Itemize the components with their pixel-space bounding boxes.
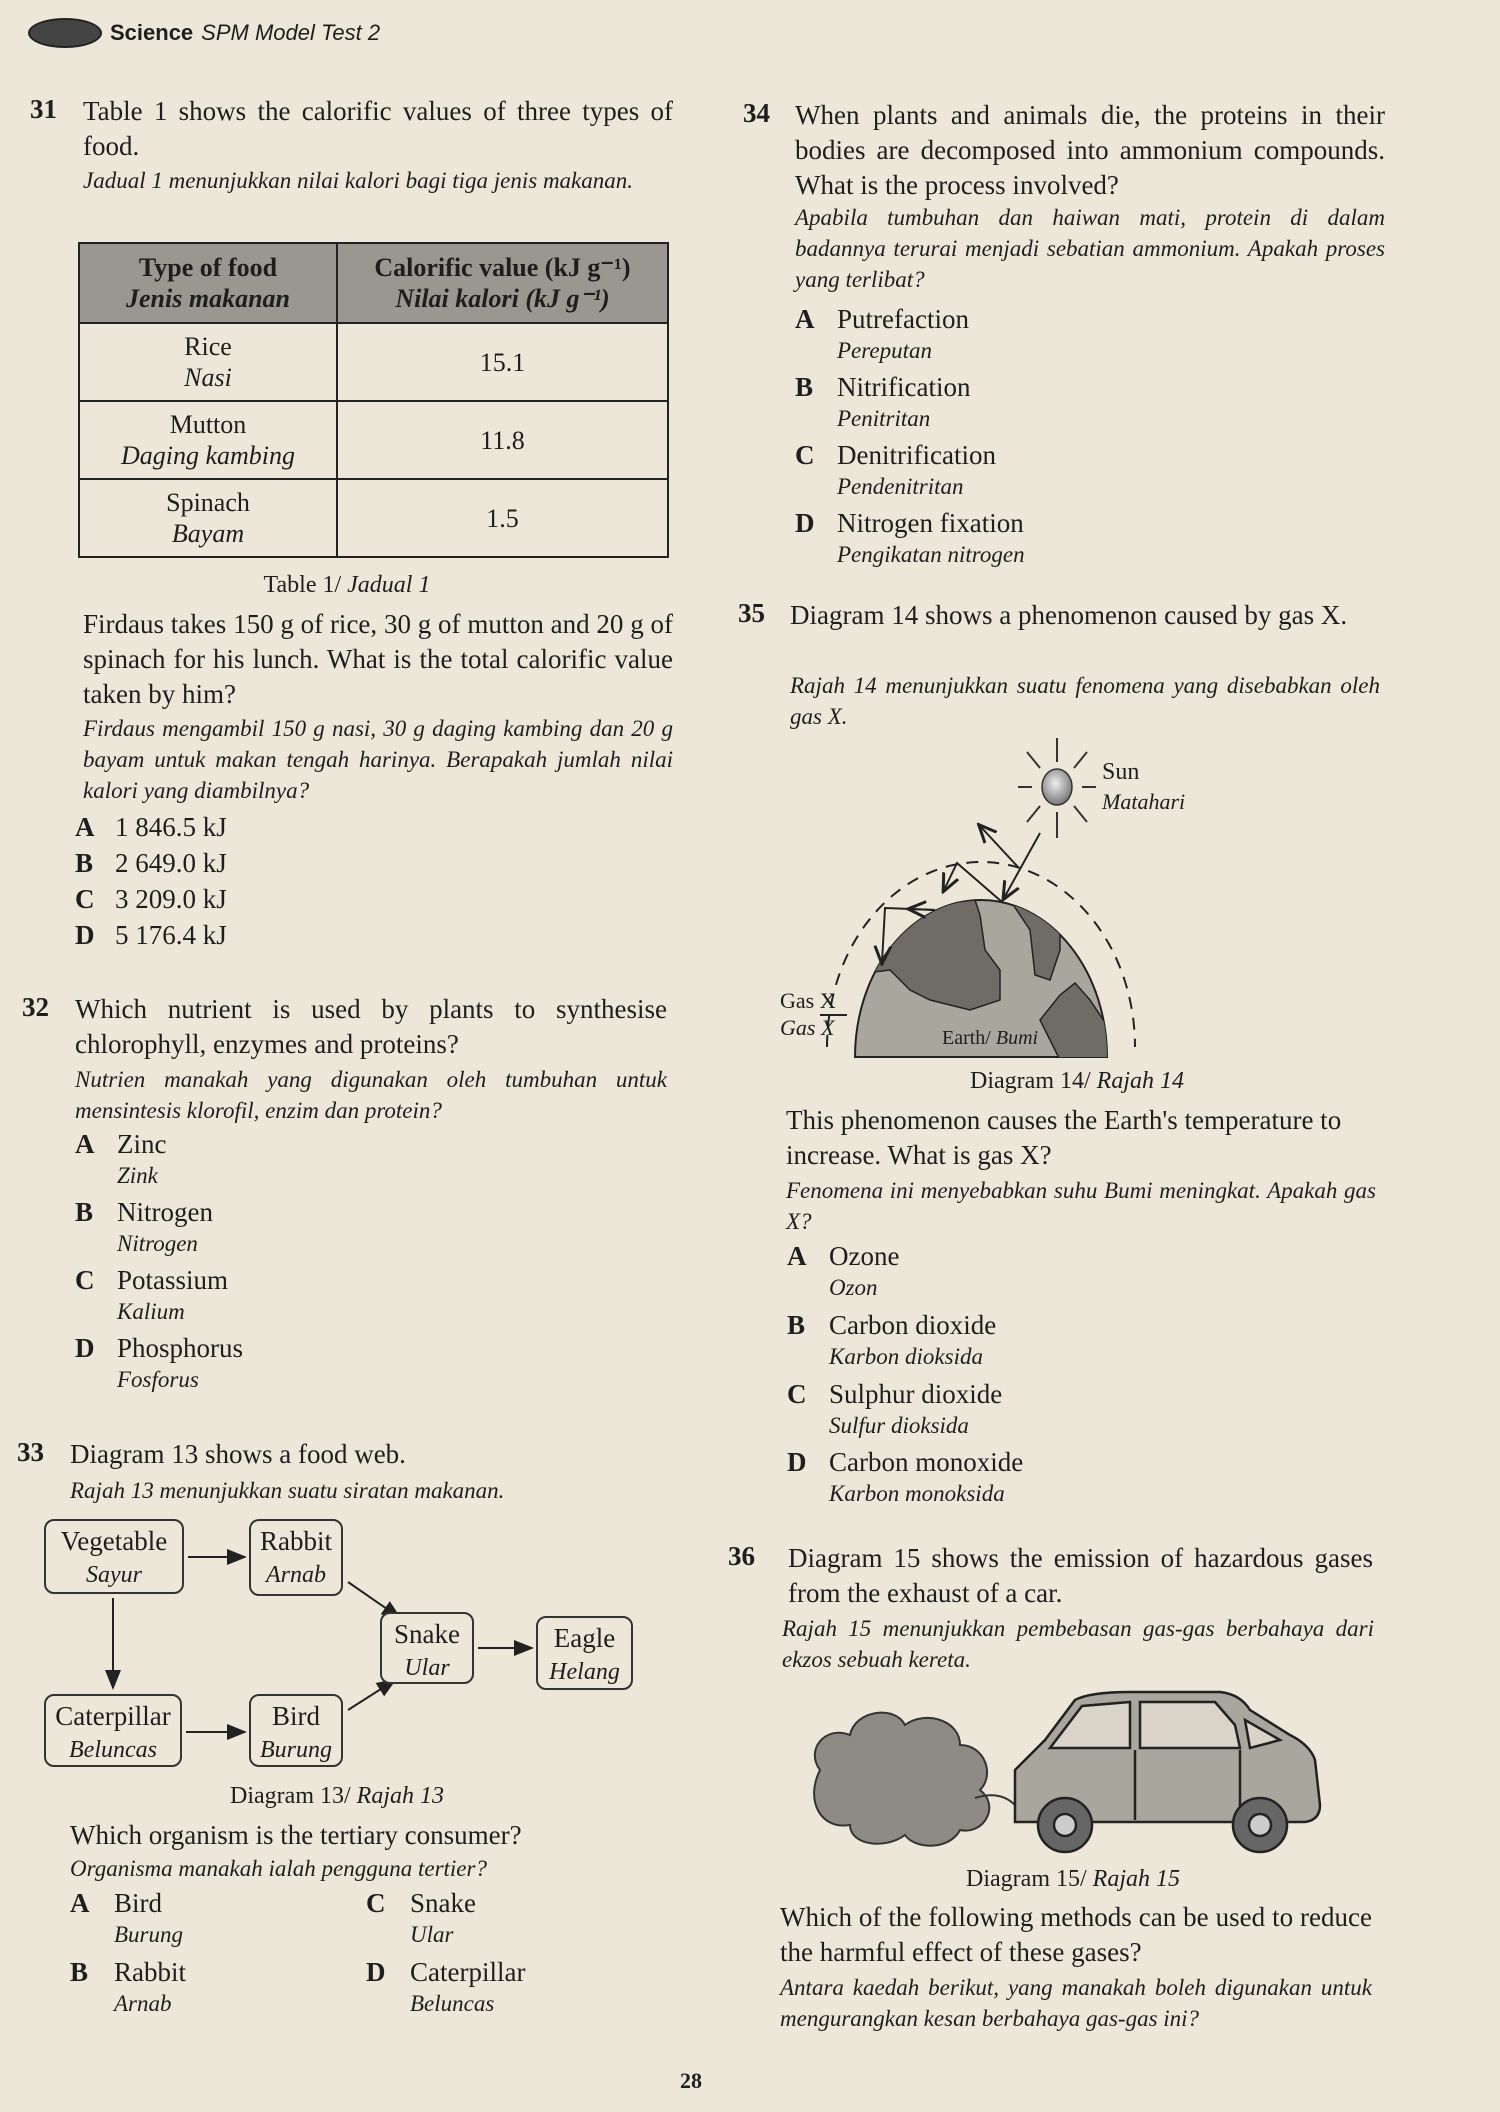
table-row: Spinach Bayam 1.5: [79, 479, 668, 557]
sun-label: Sun: [1102, 759, 1140, 785]
table-header: Type of food Jenis makanan: [79, 243, 337, 323]
sun-icon: [1018, 738, 1096, 838]
page-number: 28: [680, 2068, 702, 2093]
calorific-table: [78, 242, 669, 558]
question-text: This phenomenon causes the Earth's temperature to increase. What is gas X?: [786, 1105, 1342, 1170]
sun-label-malay: Matahari: [1102, 789, 1186, 814]
question-stem-malay: Jadual 1 menunjukkan nilai kalori bagi tiga jenis makanan.: [83, 168, 634, 193]
page-header: [28, 18, 380, 48]
arrow: [348, 1680, 395, 1710]
food-web-eagle: Eagle Helang: [536, 1616, 633, 1690]
question-stem-malay: Nutrien manakah yang digunakan oleh tumbuhan untuk mensintesis klorofil, enzim dan protein?: [75, 1067, 667, 1123]
question-stem: When plants and animals die, the proteins in their bodies are decomposed into ammonium compounds. What is the process involved?: [795, 100, 1385, 200]
header-test-name: SPM Model Test 2: [201, 20, 381, 45]
question-stem-malay: Rajah 14 menunjukkan suatu fenomena yang disebabkan oleh gas X.: [790, 673, 1380, 729]
question-stem-malay: Rajah 13 menunjukkan suatu siratan makanan.: [70, 1478, 505, 1503]
question-number: 31: [30, 94, 57, 124]
diagram-caption: Diagram 14/ Rajah 14: [970, 1068, 1184, 1094]
question-stem: Which nutrient is used by plants to synthesise chlorophyll, enzymes and proteins?: [75, 994, 667, 1059]
question-stem: Diagram 14 shows a phenomenon caused by gas X.: [790, 600, 1348, 630]
header-subject: Science: [110, 20, 194, 45]
question-text-malay: Firdaus mengambil 150 g nasi, 30 g daging kambing dan 20 g bayam untuk makan tengah harinya. Berapakah jumlah nilai kalori yang diambilnya?: [83, 716, 673, 803]
diagram-caption: Diagram 15/ Rajah 15: [966, 1866, 1180, 1892]
food-web-snake: Snake Ular: [380, 1612, 474, 1684]
question-number: 32: [22, 992, 49, 1022]
question-stem: Diagram 15 shows the emission of hazardous gases from the exhaust of a car.: [788, 1543, 1373, 1608]
question-number: 34: [743, 98, 770, 128]
table-row: Rice Nasi 15.1: [79, 323, 668, 401]
question-text-malay: Antara kaedah berikut, yang manakah boleh digunakan untuk mengurangkan kesan berbahaya gas-gas ini?: [780, 1975, 1372, 2031]
question-number: 33: [17, 1437, 44, 1467]
table-row: Mutton Daging kambing 11.8: [79, 401, 668, 479]
exhaust-smoke-icon: [814, 1713, 989, 1846]
question-text-malay: Fenomena ini menyebabkan suhu Bumi meningkat. Apakah gas X?: [786, 1178, 1376, 1234]
diagram-caption: Diagram 13/ Rajah 13: [230, 1783, 444, 1809]
question-number: 36: [728, 1541, 755, 1571]
gas-x-label: Gas X: [780, 988, 836, 1013]
car-icon: [1015, 1692, 1320, 1852]
publisher-logo: [28, 18, 102, 48]
earth-label: Earth/ Bumi: [942, 1027, 1039, 1049]
question-stem: Table 1 shows the calorific values of three types of food.: [83, 96, 673, 161]
question-stem-malay: Rajah 15 menunjukkan pembebasan gas-gas berbahaya dari ekzos sebuah kereta.: [782, 1616, 1374, 1672]
greenhouse-illustration: [730, 700, 1430, 1080]
question-text: Which organism is the tertiary consumer?: [70, 1820, 522, 1850]
question-text: Which of the following methods can be used to reduce the harmful effect of these gases?: [780, 1902, 1372, 1967]
table-header: Calorific value (kJ g⁻¹) Nilai kalori (kJ g⁻¹): [337, 243, 668, 323]
food-web-rabbit: Rabbit Arnab: [249, 1519, 343, 1596]
question-text: Firdaus takes 150 g of rice, 30 g of mutton and 20 g of spinach for his lunch. What is the total calorific value taken by him?: [83, 609, 673, 709]
question-number: 35: [738, 598, 765, 628]
question-stem: Diagram 13 shows a food web.: [70, 1439, 406, 1469]
food-web-bird: Bird Burung: [249, 1694, 343, 1767]
gas-x-label-malay: Gas X: [780, 1015, 835, 1040]
table-caption: Table 1/ Jadual 1: [263, 572, 431, 598]
food-web-vegetable: Vegetable Sayur: [44, 1519, 184, 1594]
question-stem-malay: Apabila tumbuhan dan haiwan mati, protein di dalam badannya terurai menjadi sebatian ammonium. Apakah proses yang terlibat?: [795, 205, 1385, 292]
car-exhaust-diagram: [800, 1680, 1340, 1870]
greenhouse-diagram: [730, 700, 1430, 1080]
food-web-caterpillar: Caterpillar Beluncas: [44, 1694, 182, 1767]
question-text-malay: Organisma manakah ialah pengguna tertier?: [70, 1856, 487, 1881]
